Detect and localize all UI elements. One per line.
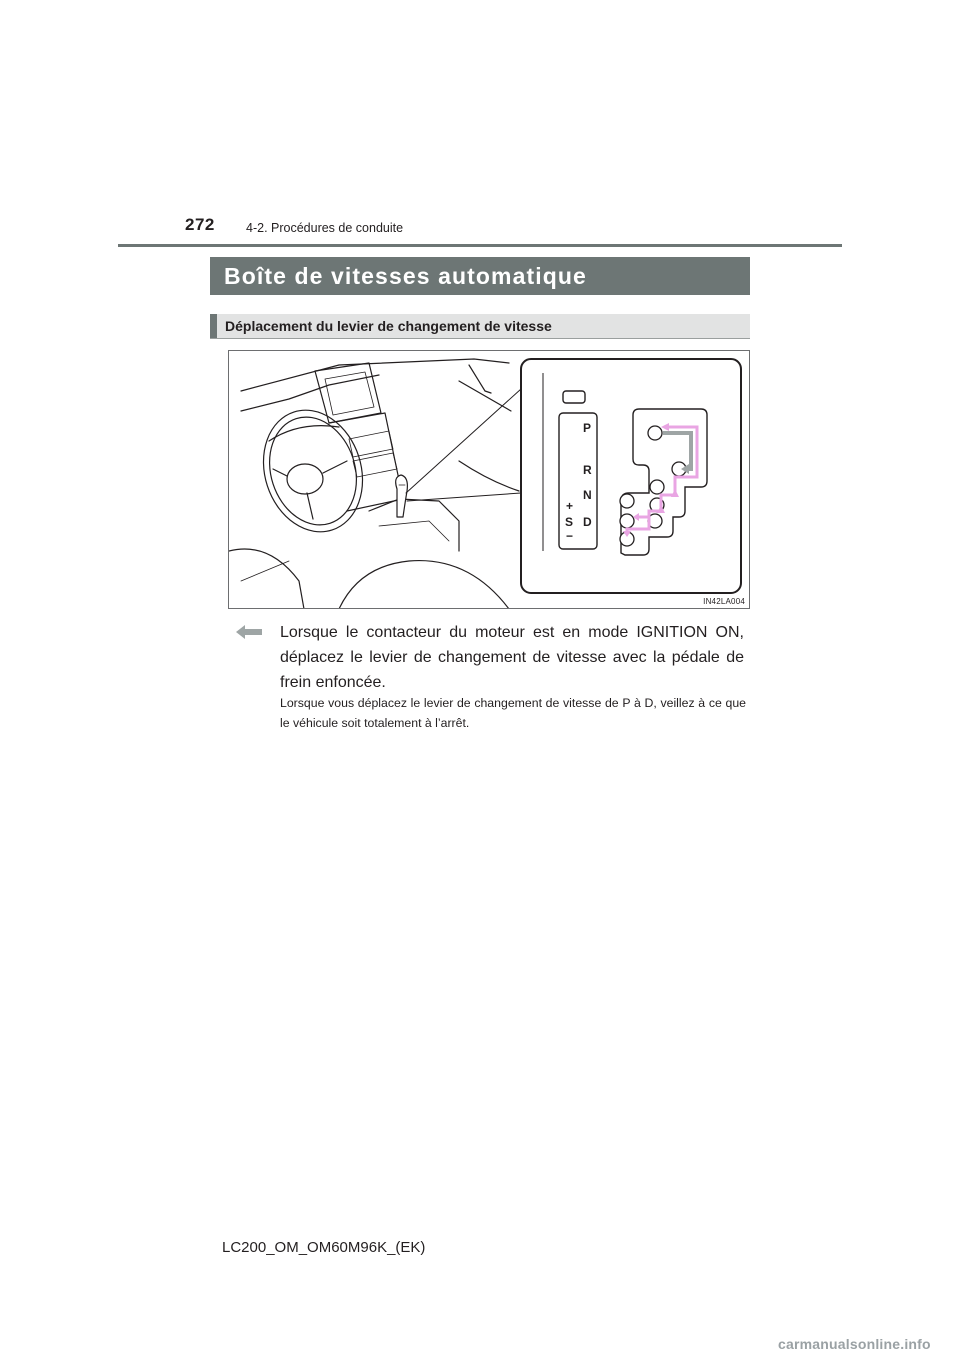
subheading-accent (210, 314, 217, 338)
gear-label-n: N (583, 488, 592, 502)
page-title: Boîte de vitesses automatique (224, 263, 587, 289)
gear-label-plus: + (566, 499, 574, 513)
title-bar (210, 257, 750, 295)
instruction-text: Lorsque le contacteur du moteur est en mode IGNITION ON, déplacez le levier de changement de vitesse avec la pédale de frein enfoncée. (280, 624, 744, 691)
section-breadcrumb: 4-2. Procédures de conduite (246, 221, 404, 235)
gear-label-r: R (583, 463, 592, 477)
figure-code: IN42LA004 (703, 597, 745, 606)
cockpit-illustration (229, 351, 750, 609)
footer-doc-id: LC200_OM_OM60M96K_(EK) (222, 1239, 426, 1256)
gear-label-minus: − (566, 529, 574, 543)
page-number: 272 (185, 215, 215, 234)
arrow-left-icon (236, 624, 262, 640)
header-divider (118, 244, 842, 247)
shift-lever-figure (228, 350, 750, 609)
gear-label-p: P (583, 421, 592, 435)
note-text: Lorsque vous déplacez le levier de changement de vitesse de P à D, veillez à ce que le véhicule soit totalement à l’arrêt. (280, 696, 746, 730)
subheading-bar (210, 314, 750, 339)
gear-label-d: D (583, 515, 592, 529)
subheading: Déplacement du levier de changement de vitesse (225, 318, 552, 334)
watermark: carmanualsonline.info (778, 1336, 931, 1352)
gear-label-s: S (565, 515, 574, 529)
